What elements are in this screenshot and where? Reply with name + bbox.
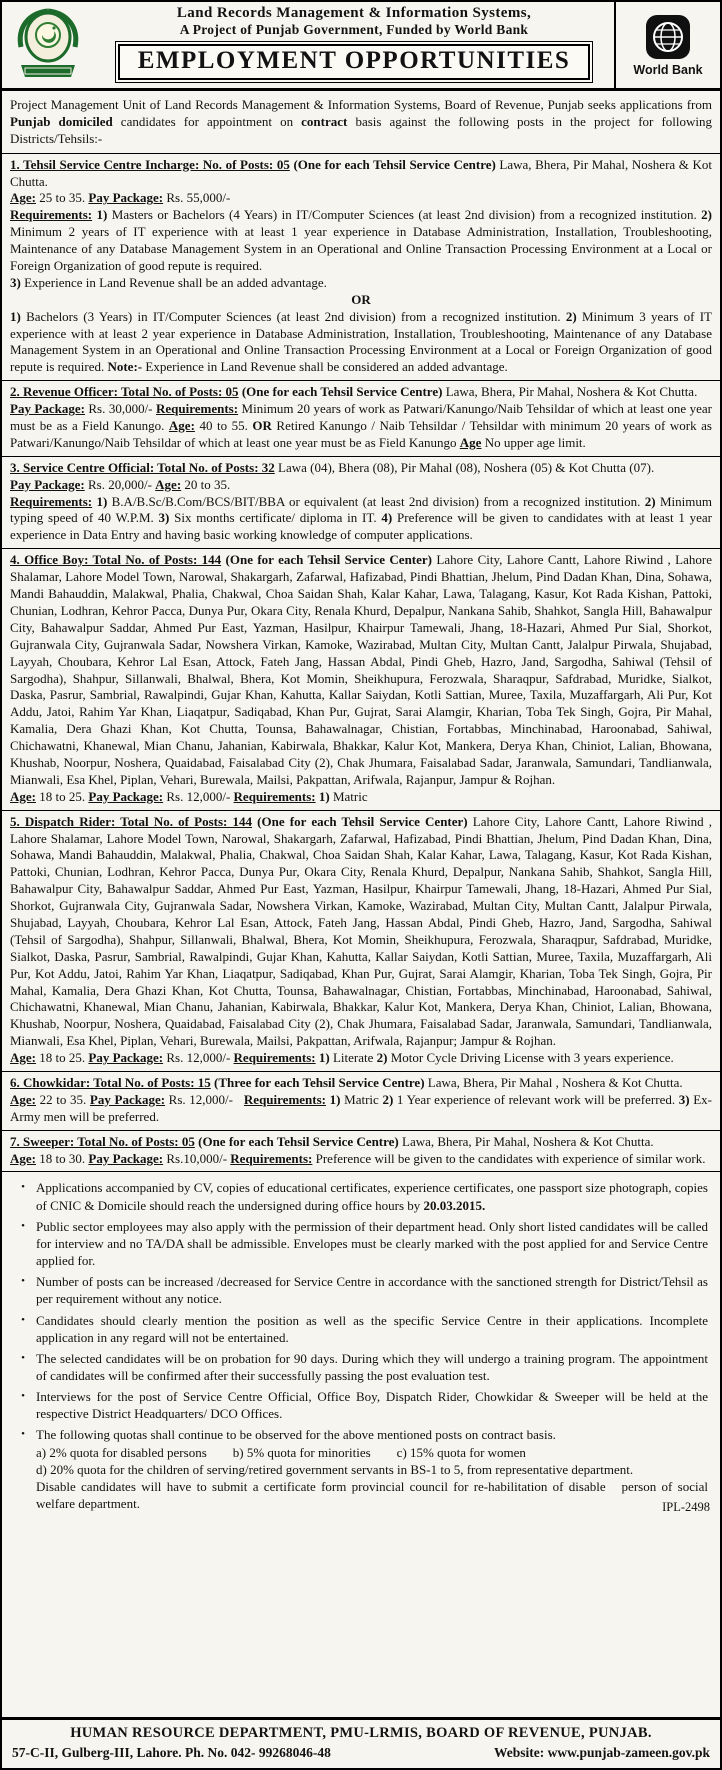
note-paragraph xyxy=(36,1388,708,1422)
text-run: Requirements: xyxy=(233,788,316,804)
post-paragraph xyxy=(10,1151,712,1168)
post-paragraph xyxy=(10,309,712,377)
note-item-6 xyxy=(10,1388,712,1422)
text-run: Number of posts can be increased /decreased for Service Centre in accordance with the sanctioned strength for District/Tehsil as per requirement without any notice. xyxy=(36,1274,708,1307)
text-run: 3) xyxy=(158,510,170,526)
note-item-3 xyxy=(10,1273,712,1307)
text-run: Experience in Land Revenue shall be considered an added advantage. xyxy=(142,359,508,375)
text-run: Age: xyxy=(10,1050,36,1066)
text-run: Six months certificate/ diploma in IT. xyxy=(169,510,382,526)
text-run: Minimum 3 years of IT experience with at least 2 year experience in Database Administration, Installation, Troubleshooting, Maintenance of any Database Management System in an Operational and Online Transaction Processing Environment at a Local or Foreign Organization of good repute is required. xyxy=(10,308,712,375)
org-subtitle: A Project of Punjab Government, Funded by World Bank xyxy=(179,22,529,37)
org-name: Land Records Management & Information Systems, xyxy=(176,5,532,21)
post-paragraph xyxy=(10,401,712,452)
ad-reference-code: IPL-2498 xyxy=(662,1500,710,1515)
post-paragraph xyxy=(10,384,712,401)
text-run: Experience in Land Revenue shall be an added advantage. xyxy=(20,274,327,290)
footer-address: 57-C-II, Gulberg-III, Lahore. Ph. No. 042- 99268046-48 xyxy=(12,1745,331,1760)
text-run: Minimum typing speed of 40 W.P.M. xyxy=(10,493,712,526)
note-item-5 xyxy=(10,1350,712,1384)
note-text xyxy=(36,1312,712,1346)
post-paragraph xyxy=(10,1092,712,1126)
notes-list xyxy=(10,1179,712,1512)
text-run: 2) xyxy=(701,207,712,223)
text-run: Preference will be given to the candidates with experience of similar work. xyxy=(312,1150,706,1166)
text-run: 4) xyxy=(381,510,393,526)
text-run: Masters or Bachelors (4 Years) in IT/Computer Sciences (at least 2nd division) from a recognized institution. xyxy=(107,207,702,223)
text-run: Requirements: xyxy=(230,1150,313,1166)
title-box xyxy=(115,41,594,83)
bullet-icon: • xyxy=(21,1313,25,1326)
note-paragraph xyxy=(36,1350,708,1384)
footer-website: Website: www.punjab-zameen.gov.pk xyxy=(493,1745,710,1760)
post-paragraph xyxy=(10,207,712,275)
text-run: (One for each Tehsil Service Center) xyxy=(221,552,433,568)
text-run: Age: xyxy=(10,190,36,206)
text-run: Pay Package: xyxy=(88,1150,164,1166)
text-run: Pay Package: xyxy=(10,401,85,417)
post-section-5 xyxy=(2,810,720,1071)
text-run: Rs. 12,000/- xyxy=(163,1050,234,1066)
text-run: Lahore City, Lahore Cantt, Lahore Riwind , Lahore Shalamar, Lahore Model Town, Narowal, Shakargarh, Zafarwal, Hafizabad, Pindi Bhattian, Jhelum, Pind Dadan Khan, Dina, Sohawa, Mandi Bahauddin, Malakwal, Phalia, Chakwal, Choa Saidan Shah, Kalar Kahar, Lawa, Talagang, Kasur, Kot Rada Kishan, Pattoki, Chunian, Lodhran, Kehror Pacca, Dunya Pur, Okara City, Renala Khurd, Depalpur, Nankana Sahib, Shahkot, Sangla Hill, Bahawalpur City, Bahawalpur Saddar, Ahmed Pur East, Yazman, Hasilpur, Khairpur Tamewali, Jhang, 18-Hazari, Ahmed Pur Sial, Shorkot, Gujranwala City, Gujranwala Sadar, Nowshera Virkan, Kamoke, Wazirabad, Multan City, Multan Cantt, Jalalpur Pirwala, Shujabad, Layyah, Choubara, Kehror Lal Esan, Attock, Fateh Jang, Hassan Abdal, Pindi Gheb, Hazro, Jand, Sargodha, Sahiwal (Tehsil of Sargodha), Shahpur, Sillanwali, Bhalwal, Bhera, Kot Momin, Sheikhupura, Ferozwala, Sharaqpur, Safdrabad, Muridke, Sialkot, Daska, Pasrur, Sambrial, Rawalpindi, Gujar Khan, Kahutta, Kallar Saiydan, Kotli Sattian, Muree, Taxila, Muzaffargarh, Ali Pur, Kot Addu, Jatoi, Rahim Yar Khan, Liaqatpur, Sadiqabad, Khan Pur, Gujrat, Sarai Alamgir, Kharian, Toba Tek Singh, Gojra, Pir Mahal, Kamalia, Dera Ghazi Khan, Kot Chutta, Tounsa, Bahawalnagar, Chistian, Fortabbas, Minchinabad, Haroonabad, Sahiwal, Chichawatni, Khanewal, Mian Chanu, Jahanian, Kabirwala, Bhakkar, Kalur Kot, Mankera, Derya Khan, Chiniot, Lalian, Bhowana, Khushab, Noorpur, Noshera, Quaidabad, Faisalabad City (2), Chak Jhumara, Faisalabad Sadar, Jaranwala, Samundari, Tandlianwala, Mianwali, Esa Khel, Piplan, Vehari, Burewala, Mailsi, Pakpattan, Arifwala, Rajanpur; Jampur & Rojhan. xyxy=(10,813,712,1049)
note-paragraph xyxy=(36,1312,708,1346)
note-paragraph xyxy=(36,1218,708,1269)
post-section-4 xyxy=(2,548,720,809)
text-run: Applications accompanied by CV, copies of educational certificates, experience certificates, one passport size photograph, copies of CNIC & Domicile should reach the undersigned during office hours by xyxy=(36,1180,708,1213)
note-item-1 xyxy=(10,1179,712,1213)
text-run: Lawa, Bhera, Pir Mahal, Noshera & Kot Chutta. xyxy=(442,384,698,400)
text-run: Rs.10,000/- xyxy=(163,1150,231,1166)
text-run: Minimum 2 years of IT experience with at least 1 year experience in Database Administration, Installation, Troubleshooting, Maintenance of any Database Management System in an Operational and Online Transaction Processing Environment at a Local or Foreign Organization of good repute is required. xyxy=(10,224,712,274)
world-bank-label: World Bank xyxy=(633,62,703,77)
text-run: Interviews for the post of Service Centre Official, Office Boy, Dispatch Rider, Chowkidar & Sweeper will be held at the respective District Headquarters/ DCO Offices. xyxy=(36,1389,708,1422)
text-run: 3) xyxy=(678,1091,690,1107)
text-run: Public sector employees may also apply with the permission of their department head. Only short listed candidates will be called for interview and no TA/DA shall be admissible. Envelopes must be clearly marked with the post applied for and Service Centre applied for. xyxy=(36,1218,708,1269)
text-run: 2. Revenue Officer: Total No. of Posts: 05 xyxy=(10,384,239,400)
notes-section xyxy=(2,1171,720,1518)
text-run: 18 to 25. xyxy=(36,1050,89,1066)
text-run: 1. Tehsil Service Centre Incharge: No. of Posts: 05 xyxy=(10,156,290,172)
text-run: 3) xyxy=(10,274,21,290)
text-run: Lawa, Bhera, Pir Mahal, Noshera & Kot Chutta. xyxy=(10,156,712,189)
header xyxy=(2,2,720,91)
text-run: (Three for each Tehsil Service Centre) xyxy=(210,1074,425,1090)
post-paragraph xyxy=(10,460,712,477)
footer-contact-row xyxy=(12,1745,710,1761)
text-run: Rs. 30,000/- xyxy=(84,401,156,417)
text-run: The selected candidates will be on probation for 90 days. During which they will undergo a training program. The appointment of candidates will be confirmed after their successfully passing the post evaluation test. xyxy=(36,1350,708,1383)
posts-list xyxy=(2,153,720,1172)
text-run: Age: xyxy=(10,788,36,804)
post-paragraph xyxy=(10,190,712,207)
text-run: Ex-Army men will be preferred. xyxy=(10,1091,712,1124)
text-run: Lawa (04), Bhera (08), Pir Mahal (08), Noshera (05) & Kot Chutta (07). xyxy=(274,459,655,475)
page-title: EMPLOYMENT OPPORTUNITIES xyxy=(118,44,591,80)
text-run: (One for each Tehsil Service Centre) xyxy=(194,1133,399,1149)
text-run: basis against the following posts in the project for following Districts/Tehsils:- xyxy=(10,113,712,146)
text-run: Punjab domiciled xyxy=(10,113,113,129)
text-run: 20.03.2015. xyxy=(423,1197,486,1213)
text-run: 20 to 35. xyxy=(181,476,231,492)
post-section-3 xyxy=(2,456,720,548)
text-run: Lawa, Bhera, Pir Mahal, Noshera & Kot Chutta. xyxy=(398,1133,654,1149)
text-run: Requirements: xyxy=(233,1050,316,1066)
post-paragraph xyxy=(10,157,712,191)
bullet-icon: • xyxy=(21,1390,25,1403)
text-run: Age xyxy=(459,434,482,450)
text-run: (One for each Tehsil Service Centre) xyxy=(289,156,496,172)
text-run: Age: xyxy=(10,1150,36,1166)
text-run: (One for each Tehsil Service Centre) xyxy=(238,384,443,400)
post-section-1 xyxy=(2,153,720,381)
bullet-icon: • xyxy=(21,1181,25,1194)
text-run: Rs. 12,000/- xyxy=(163,788,234,804)
text-run: a) 2% quota for disabled persons b) 5% quota for minorities c) 15% quota for women xyxy=(36,1444,526,1460)
text-run: Rs. 20,000/- xyxy=(84,476,156,492)
post-paragraph xyxy=(10,552,712,788)
note-paragraph xyxy=(36,1273,708,1307)
text-run: 1) xyxy=(92,207,108,223)
text-run: 1) xyxy=(315,788,330,804)
text-run: Pay Package: xyxy=(88,190,164,206)
note-paragraph xyxy=(36,1426,708,1443)
text-run: 4. Office Boy: Total No. of Posts: 144 xyxy=(10,552,222,568)
text-run: The following quotas shall continue to be observed for the above mentioned posts on contract basis. xyxy=(36,1427,556,1443)
text-run: 1) xyxy=(10,308,21,324)
bullet-icon: • xyxy=(21,1275,25,1288)
text-run: 7. Sweeper: Total No. of Posts: 05 xyxy=(10,1133,195,1149)
text-run: Pay Package: xyxy=(89,1091,166,1107)
note-text xyxy=(36,1350,712,1384)
footer xyxy=(2,1717,720,1768)
post-paragraph xyxy=(10,814,712,1050)
post-paragraph xyxy=(10,292,712,309)
world-bank-box xyxy=(614,2,720,88)
text-run: OR xyxy=(351,291,371,307)
text-run: Requirements: xyxy=(10,207,93,223)
note-text xyxy=(36,1179,712,1213)
note-text xyxy=(36,1388,712,1422)
text-run: Note:- xyxy=(107,359,143,375)
text-run: Pay Package: xyxy=(88,788,164,804)
bullet-icon: • xyxy=(21,1351,25,1364)
text-run: 1) xyxy=(326,1091,341,1107)
note-item-2 xyxy=(10,1218,712,1269)
text-run: Age: xyxy=(155,476,182,492)
text-run: Lahore City, Lahore Cantt, Lahore Riwind , Lahore Shalamar, Lahore Model Town, Narowal, Shakargarh, Zafarwal, Hafizabad, Pindi Bhattian, Jhelum, Pind Dadan Khan, Dina, Sohawa, Mandi Bahauddin, Malakwal, Phalia, Chakwal, Choa Saidan Shah, Kalar Kahar, Lawa, Talagang, Kasur, Kot Rada Kishan, Pattoki, Chunian, Lodhran, Kehror Pacca, Dunya Pur, Okara City, Renala Khurd, Depalpur, Nankana Sahib, Shahkot, Sangla Hill, Bahawalpur City, Bahawalpur Saddar, Ahmed Pur East, Yazman, Hasilpur, Khairpur Tamewali, Jhang, 18-Hazari, Ahmed Pur Sial, Shorkot, Gujranwala City, Gujranwala Sadar, Nowshera Virkan, Kamoke, Wazirabad, Multan City, Multan Cantt, Jalalpur Pirwala, Shujabad, Layyah, Choubara, Kehror Lal Esan, Attock, Fateh Jang, Hassan Abdal, Pindi Gheb, Hazro, Jand, Sargodha, Sahiwal (Tehsil of Sargodha), Shahpur, Sillanwali, Bhalwal, Bhera, Kot Momin, Sheikhupura, Ferozwala, Sharaqpur, Safdrabad, Muridke, Sialkot, Daska, Pasrur, Sambrial, Rawalpindi, Gujar Khan, Kahutta, Kallar Saiydan, Kotli Sattian, Muree, Taxila, Muzaffargarh, Ali Pur, Kot Addu, Jatoi, Rahim Yar Khan, Liaqatpur, Sadiqabad, Khan Pur, Gujrat, Sarai Alamgir, Kharian, Toba Tek Singh, Gojra, Pir Mahal, Kamalia, Dera Ghazi Khan, Kot Chutta, Tounsa, Bahawalnagar, Chistian, Fortabbas, Minchinabad, Haroonabad, Sahiwal, Chichawatni, Khanewal, Mian Chanu, Jahanian, Kabirwala, Bhakkar, Kalur Kot, Mankera, Derya Khan, Chiniot, Lalian, Bhowana, Khushab, Noorpur, Noshera, Quaidabad, Faisalabad City (2), Chak Jhumara, Faisalabad Sadar, Jaranwala, Samundari, Tandlianwala, Mianwali, Esa Khel, Piplan, Vehari, Burewala, Mailsi, Pakpattan, Arifwala, Rajanpur, Jampur & Rojhan. xyxy=(10,552,712,787)
post-section-7 xyxy=(2,1130,720,1172)
note-paragraph xyxy=(36,1444,708,1461)
text-run: 2) xyxy=(376,1050,388,1066)
post-paragraph xyxy=(10,1134,712,1151)
text-run: Lawa, Bhera, Pir Mahal , Noshera & Kot Chutta. xyxy=(424,1074,683,1090)
post-section-6 xyxy=(2,1071,720,1130)
bullet-icon: • xyxy=(21,1428,25,1441)
text-run: d) 20% quota for the children of serving/retired government servants in BS-1 to 5, from representative department. xyxy=(36,1461,634,1477)
text-run: 6. Chowkidar: Total No. of Posts: 15 xyxy=(10,1074,211,1090)
text-run: Rs. 55,000/- xyxy=(163,190,231,206)
post-paragraph xyxy=(10,275,712,292)
note-paragraph xyxy=(36,1179,708,1213)
text-run: Minimum 20 years of work as Patwari/Kanungo/Naib Tehsildar of which at least one year must be as a Field Kanungo. xyxy=(10,401,712,434)
text-run: Motor Cycle Driving License with 3 years experience. xyxy=(387,1050,674,1066)
text-run: Pay Package: xyxy=(88,1050,164,1066)
text-run: 1) xyxy=(92,493,108,509)
text-run: 18 to 30. xyxy=(36,1150,89,1166)
text-run: Matric xyxy=(340,1091,383,1107)
text-run: OR xyxy=(252,418,272,434)
text-run: 2) xyxy=(565,308,577,324)
text-run: Rs. 12,000/- xyxy=(165,1091,244,1107)
text-run: 18 to 25. xyxy=(36,788,89,804)
text-run: Age: xyxy=(10,1091,36,1107)
note-text xyxy=(36,1273,712,1307)
text-run: 22 to 35. xyxy=(36,1091,90,1107)
bullet-icon: • xyxy=(21,1219,25,1232)
text-run: No upper age limit. xyxy=(481,434,586,450)
punjab-govt-logo xyxy=(2,2,94,88)
text-run: 25 to 35. xyxy=(36,190,89,206)
text-run: 40 to 55. xyxy=(194,418,253,434)
text-run: Pay Package: xyxy=(10,476,85,492)
text-run: Literate xyxy=(329,1050,377,1066)
post-paragraph xyxy=(10,1075,712,1092)
text-run: 1) xyxy=(315,1050,330,1066)
note-text xyxy=(36,1218,712,1269)
text-run: Retired Kanungo / Naib Tehsildar / Tehsildar with minimum 20 years of work as Patwari/Kanungo/Naib Tehsildar of which at least one year must be as Field Kanungo xyxy=(10,418,712,450)
post-section-2 xyxy=(2,380,720,456)
text-run: B.A/B.Sc/B.Com/BCS/BIT/BBA or equivalent (at least 2nd division) from a recognized institution. xyxy=(107,493,645,509)
note-paragraph xyxy=(36,1461,708,1478)
text-run: 1 Year experience of relevant work will be preferred. xyxy=(393,1091,679,1107)
text-run: Age: xyxy=(168,418,195,434)
text-run: 3. Service Centre Official: Total No. of Posts: 32 xyxy=(10,459,275,475)
text-run: Requirements: xyxy=(243,1091,327,1107)
punjab-crest-icon xyxy=(11,7,85,83)
post-paragraph xyxy=(10,1050,712,1067)
text-run: 5. Dispatch Rider: Total No. of Posts: 144 xyxy=(10,813,253,829)
text-run: Bachelors (3 Years) in IT/Computer Sciences (at least 2nd division) from a recognized institution. xyxy=(20,308,566,324)
text-run: Requirements: xyxy=(10,493,93,509)
footer-department: HUMAN RESOURCE DEPARTMENT, PMU-LRMIS, BOARD OF REVENUE, PUNJAB. xyxy=(70,1725,652,1741)
text-run: Project Management Unit of Land Records Management & Information Systems, Board of Revenue, Punjab seeks applications from xyxy=(10,97,712,112)
post-paragraph xyxy=(10,494,712,545)
text-run: Candidates should clearly mention the position as well as the specific Service Centre in their applications. Incomplete application in any regard will not be entertained. xyxy=(36,1312,708,1345)
text-run: Matric xyxy=(329,788,368,804)
text-run: Preference will be given to candidates with at least 1 year experience in Data Entry and having basic working knowledge of computer applications. xyxy=(10,510,713,543)
text-run: Requirements: xyxy=(155,401,239,417)
text-run: 2) xyxy=(382,1091,394,1107)
post-paragraph xyxy=(10,477,712,494)
intro-paragraph xyxy=(2,91,720,153)
text-run: 2) xyxy=(644,493,656,509)
note-item-4 xyxy=(10,1312,712,1346)
text-run: Disable candidates will have to submit a certificate form provincial council for re-habilitation of disable person of social welfare department. xyxy=(36,1478,708,1512)
text-run: contract xyxy=(301,113,348,129)
header-titles xyxy=(94,2,614,88)
text-run: (One for each Tehsil Service Center) xyxy=(252,813,468,829)
text-run: candidates for appointment on xyxy=(112,113,302,129)
post-paragraph xyxy=(10,789,712,806)
world-bank-globe-icon xyxy=(645,14,691,60)
